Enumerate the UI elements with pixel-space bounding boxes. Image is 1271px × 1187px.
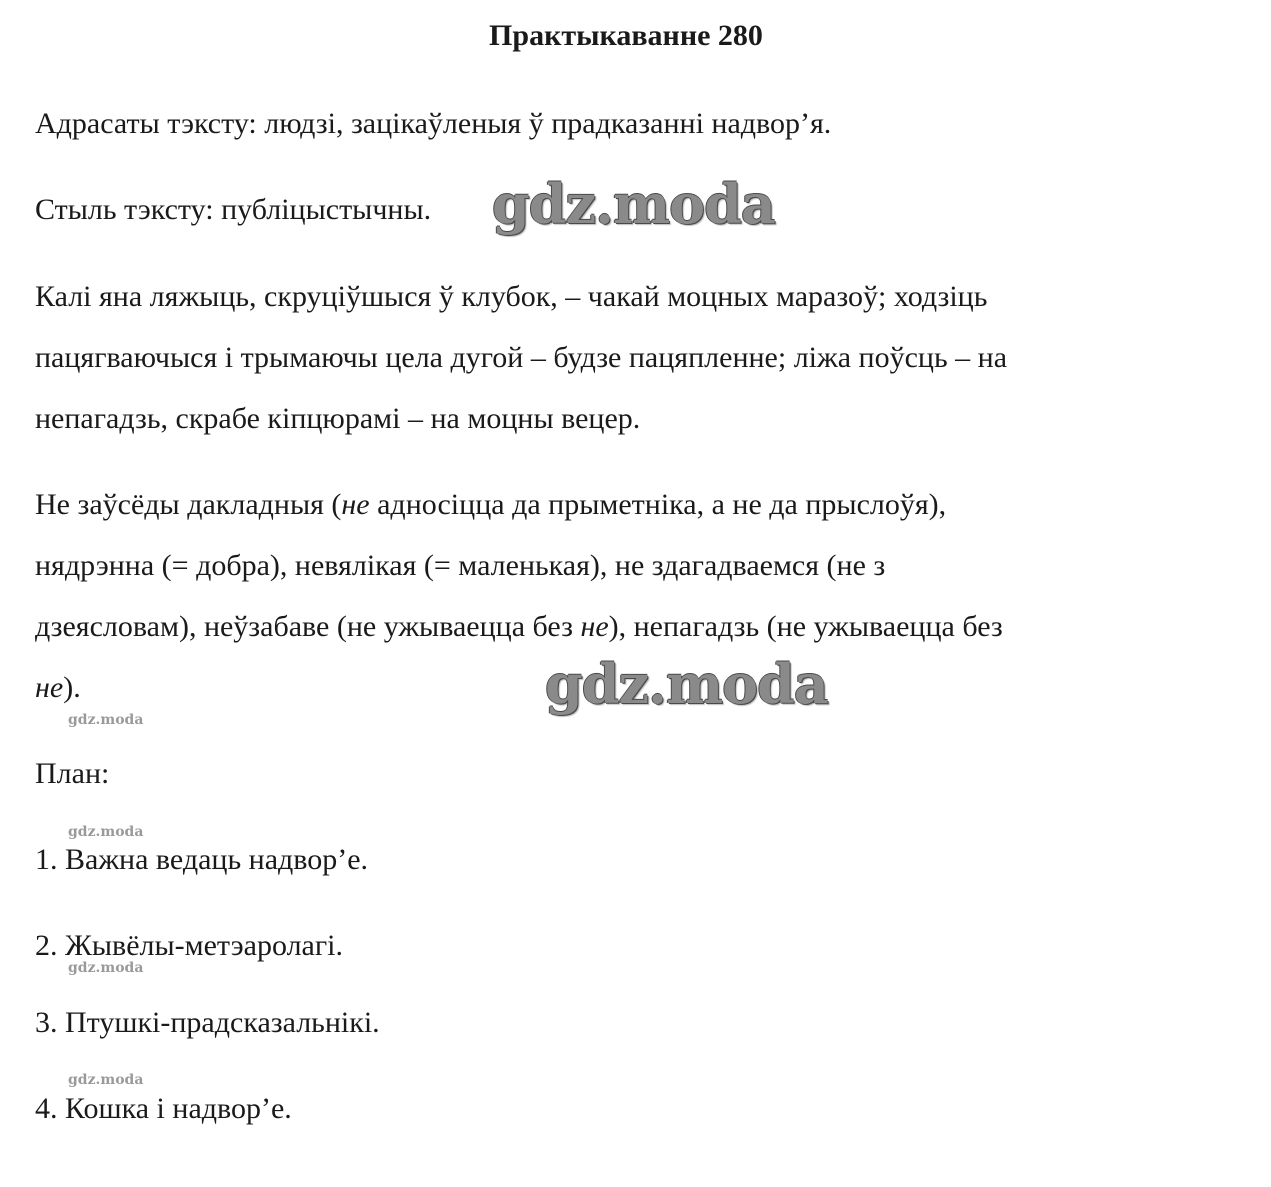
plan-item: 3. Птушкі-прадсказальнікі. [35,1006,380,1039]
page-title: Практыкаванне 280 [489,19,763,52]
paragraph-line: Калі яна ляжыць, скруціўшыся ў клубок, – чакай моцных маразоў; ходзіць [35,280,988,313]
plan-item: 1. Важна ведаць надвор’е. [35,843,369,876]
watermark-logo: gdz.moda [492,172,775,236]
plan-item: 4. Кошка і надвор’е. [35,1092,292,1125]
plan-item: 2. Жывёлы-метэаролагі. [35,929,344,962]
watermark-logo: gdz.moda [545,652,828,716]
italic-ne: не [35,671,64,704]
watermark-small: gdz.moda [68,960,144,976]
paragraph-line: пацягваючыся і трымаючы цела дугой – будзе пацяпленне; ліжа поўсць – на [35,341,1008,374]
paragraph-line: нядрэнна (= добра), невялікая (= маленькая), не здагадваемся (не з [35,549,886,582]
paragraph-line: не). [35,671,81,704]
cat-signs-paragraph [35,266,1225,449]
watermark-small: gdz.moda [68,1072,144,1088]
watermark-small: gdz.moda [68,712,144,728]
paragraph-line: непагадзь, скрабе кіпцюрамі – на моцны вецер. [35,402,641,435]
watermark-small: gdz.moda [68,824,144,840]
paragraph-line: Не заўсёды дакладныя (не адносіцца да прыметніка, а не да прыслоўя), [35,488,947,521]
plan-heading: План: [35,757,110,790]
paragraph-line: дзеясловам), неўзабаве (не ужываецца без не), непагадзь (не ужываецца без [35,610,1003,643]
italic-ne: не [341,488,370,521]
text-addressees: Адрасаты тэксту: людзі, зацікаўленыя ў прадказанні надвор’я. [35,107,832,140]
text-style: Стыль тэксту: публіцыстычны. [35,193,432,226]
italic-ne: не [580,610,609,643]
